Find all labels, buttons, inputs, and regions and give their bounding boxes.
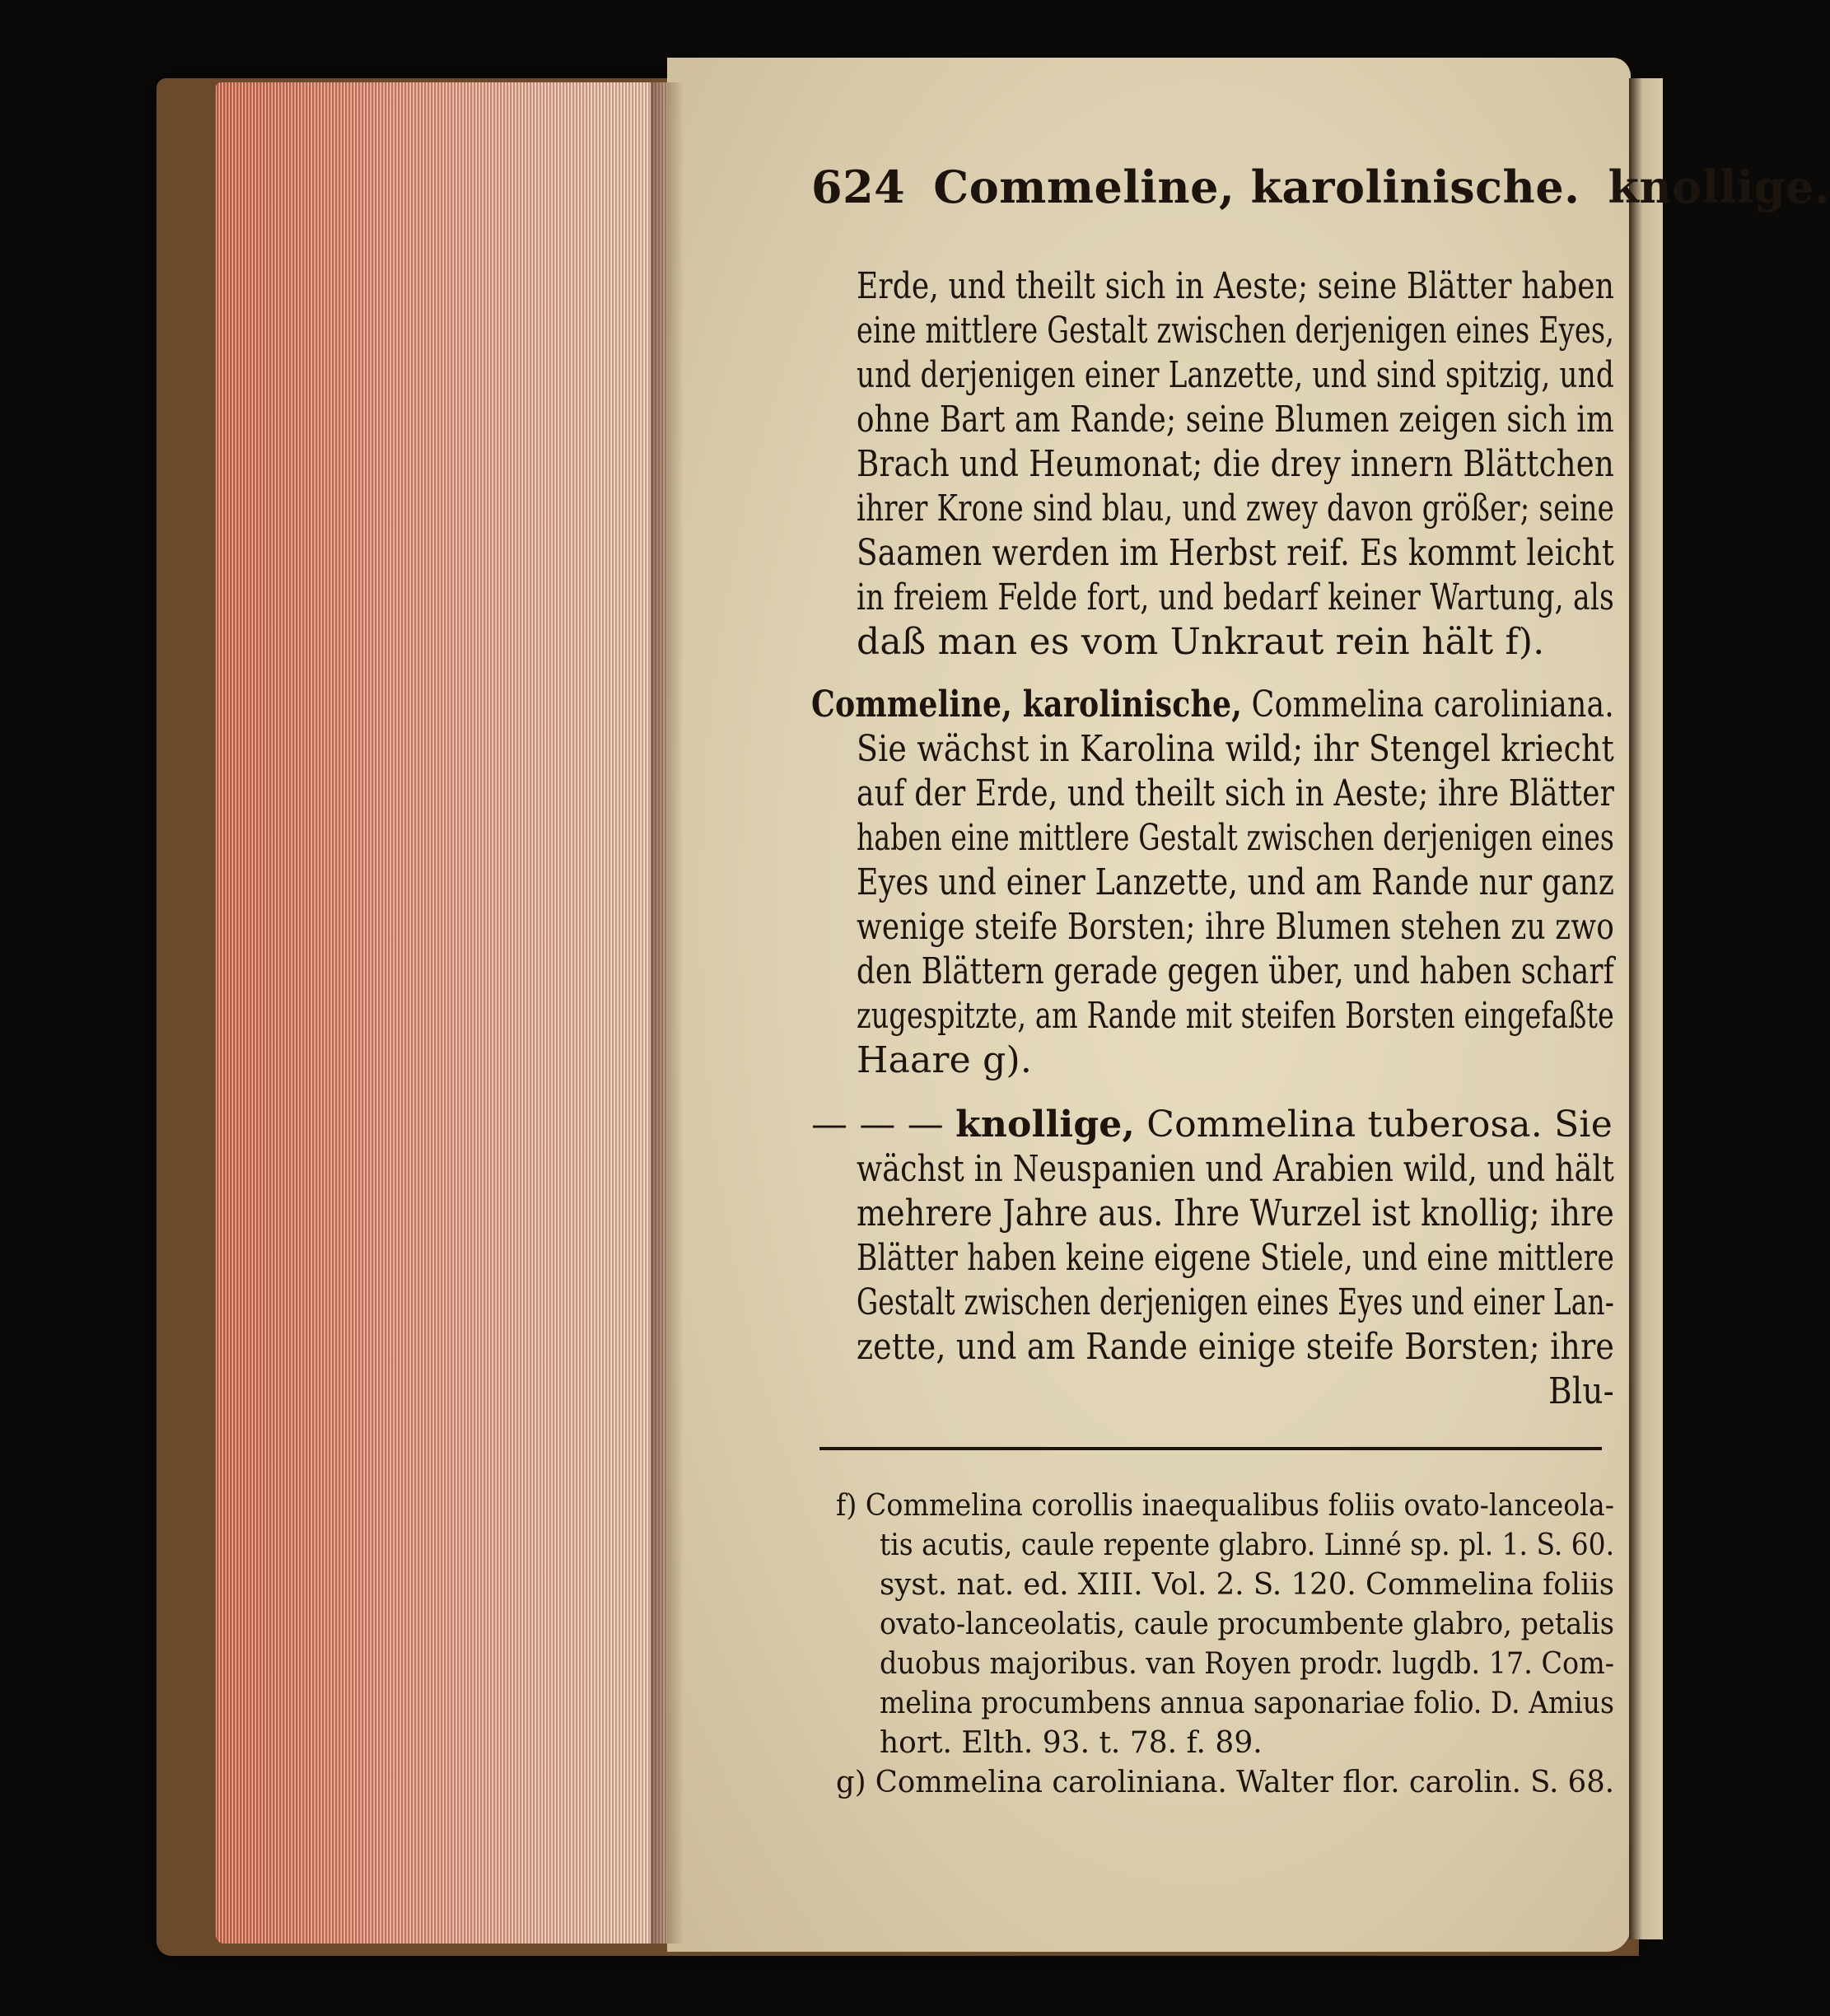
entry-heading: Commeline, karolinische,	[811, 684, 1242, 726]
body-line: Eyes und einer Lanzette, und am Rande nur ganz	[857, 861, 1615, 903]
body-line: daß man es vom Unkraut rein hält f).	[857, 621, 1545, 663]
body-line: wächst in Neuspanien und Arabien wild, und hält	[857, 1148, 1614, 1190]
body-line: zette, und am Rande einige steife Borsten; ihre	[857, 1326, 1615, 1368]
body-line: haben eine mittlere Gestalt zwischen derjenigen eines	[857, 817, 1615, 859]
body-line: Brach und Heumonat; die drey innern Blättchen	[857, 443, 1615, 485]
entry-heading: knollige,	[955, 1104, 1136, 1146]
body-line: Saamen werden im Herbst reif. Es kommt leicht	[857, 532, 1615, 574]
body-line: und derjenigen einer Lanzette, und sind spitzig, und	[857, 354, 1614, 396]
footnote-rule	[819, 1447, 1602, 1450]
body-line: ihrer Krone sind blau, und zwey davon größer; seine	[857, 488, 1615, 530]
body-line: wenige steife Borsten; ihre Blumen stehen zu zwo	[857, 906, 1615, 948]
footnote-line: duobus majoribus. van Royen prodr. lugdb. 17. Com-	[880, 1647, 1614, 1681]
body-line: ohne Bart am Rande; seine Blumen zeigen sich im	[857, 399, 1614, 441]
body-line: mehrere Jahre aus. Ihre Wurzel ist knollig; ihre	[857, 1192, 1615, 1234]
body-line: Gestalt zwischen derjenigen eines Eyes und einer Lan-	[857, 1281, 1614, 1323]
entry-karolinische-first-line	[811, 684, 1614, 726]
running-header	[811, 161, 1830, 213]
body-line: zugespitzte, am Rande mit steifen Borsten eingefaßte	[857, 995, 1614, 1037]
body-line: Erde, und theilt sich in Aeste; seine Blätter haben	[857, 265, 1615, 307]
entry-knollige-first-line	[811, 1104, 1613, 1146]
body-line: Haare g).	[857, 1039, 1033, 1081]
page-number: 624	[811, 161, 906, 213]
footnote-line: syst. nat. ed. XIII. Vol. 2. S. 120. Commelina foliis	[880, 1568, 1615, 1602]
entry-latin-name: Commelina caroliniana.	[1251, 684, 1614, 726]
body-line: Sie wächst in Karolina wild; ihr Stengel kriecht	[857, 728, 1614, 770]
header-title: Commeline, karolinische.	[933, 161, 1580, 213]
footnote-line: ovato-lanceolatis, caule procumbente glabro, petalis	[880, 1608, 1614, 1641]
spine-shadow	[651, 82, 684, 1944]
footnote-line: g) Commelina caroliniana. Walter flor. carolin. S. 68.	[836, 1766, 1615, 1799]
ditto-dashes: — — —	[811, 1104, 944, 1146]
body-line: den Blättern gerade gegen über, und haben scharf	[857, 950, 1614, 992]
body-line: auf der Erde, und theilt sich in Aeste; ihre Blätter	[857, 772, 1615, 814]
page-edges	[216, 82, 670, 1944]
footnote-line: tis acutis, caule repente glabro. Linné sp. pl. 1. S. 60.	[880, 1528, 1615, 1562]
body-line: Blätter haben keine eigene Stiele, und eine mittlere	[857, 1237, 1615, 1279]
footnote-line: melina procumbens annua saponariae folio. D. Amius	[880, 1687, 1614, 1720]
header-catchword: knollige.	[1608, 161, 1830, 213]
entry-latin-name: Commelina tuberosa. Sie	[1146, 1104, 1613, 1146]
body-line: in freiem Felde fort, und bedarf keiner Wartung, als	[857, 576, 1614, 618]
footnote-line: f) Commelina corollis inaequalibus foliis ovato-lanceola-	[836, 1489, 1614, 1523]
facing-page-edge	[1629, 78, 1663, 1939]
body-line: eine mittlere Gestalt zwischen derjenigen eines Eyes,	[857, 310, 1615, 352]
catchword: Blu-	[1548, 1370, 1614, 1412]
footnote-line: hort. Elth. 93. t. 78. f. 89.	[880, 1726, 1263, 1760]
